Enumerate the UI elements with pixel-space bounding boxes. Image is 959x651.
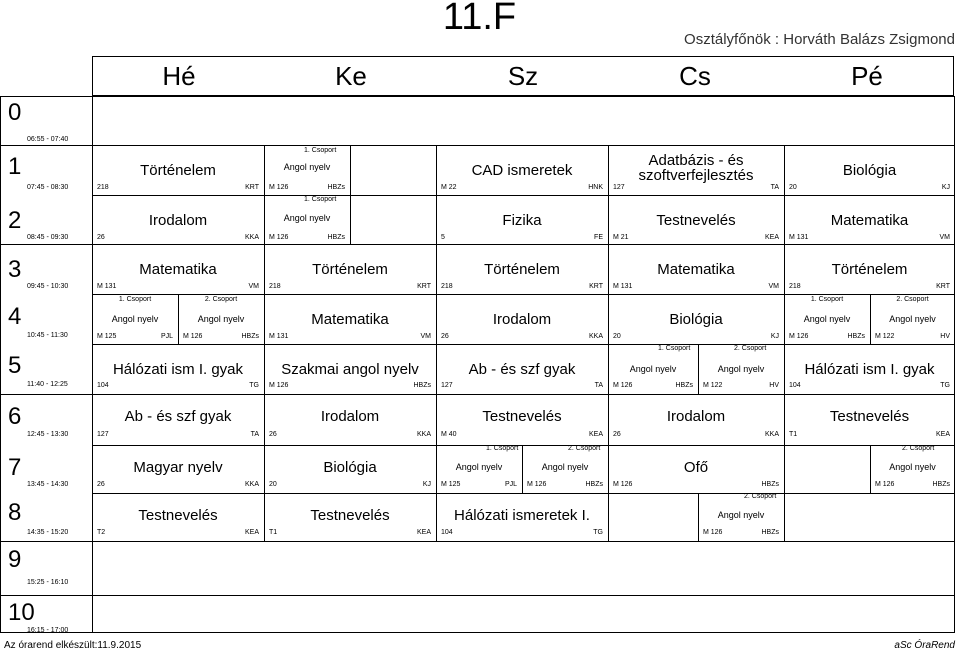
lesson-fri-1[interactable]: Biológia 20 KJ	[789, 162, 950, 191]
lesson-mon-6[interactable]: Ab - és szf gyak 127 TA	[97, 408, 259, 438]
lesson-mon-1[interactable]: Történelem 218 KRT	[97, 162, 259, 191]
lesson-wed-6[interactable]: Testnevelés M 40 KEA	[441, 408, 603, 438]
day-monday: Hé	[162, 61, 196, 91]
lesson-thu-2[interactable]: Testnevelés M 21 KEA	[613, 212, 779, 241]
col-divider	[698, 493, 699, 541]
lesson-wed-2[interactable]: Fizika 5 FE	[441, 212, 603, 241]
period-7: 7 13:45 - 14:30	[8, 454, 69, 488]
lesson-tue-5[interactable]: Szakmai angol nyelv M 126 HBZs	[269, 361, 431, 389]
lesson-fri-4a[interactable]: 1. Csoport Angol nyelv M 126 HBZs	[789, 296, 865, 340]
lesson-wed-7b[interactable]: 2. Csoport Angol nyelv M 126 HBZs	[527, 445, 603, 488]
period-10: 10 16:15 - 17:00	[8, 599, 69, 634]
lesson-thu-5b[interactable]: 2. Csoport Angol nyelv M 122 HV	[703, 345, 779, 389]
day-friday: Pé	[851, 61, 883, 91]
lesson-thu-1[interactable]: Adatbázis - és szoftverfejlesztés 127 TA	[613, 152, 779, 191]
lesson-thu-7[interactable]: Ofő M 126 HBZs	[613, 459, 779, 488]
lesson-mon-4a[interactable]: 1. Csoport Angol nyelv M 125 PJL	[97, 296, 173, 340]
day-header-row	[92, 56, 954, 96]
lesson-fri-6[interactable]: Testnevelés T1 KEA	[789, 408, 950, 438]
day-tuesday: Ke	[335, 61, 367, 91]
app-brand: aSc ÓraRend	[894, 640, 955, 651]
period-2: 2 08:45 - 09:30	[8, 207, 69, 241]
class-teacher: Osztályfőnök : Horváth Balázs Zsigmond	[684, 31, 955, 48]
lesson-fri-5[interactable]: Hálózati ism I. gyak 104 TG	[789, 361, 950, 389]
lesson-tue-1[interactable]: 1. Csoport Angol nyelv M 126 HBZs	[269, 147, 345, 191]
period-6: 6 12:45 - 13:30	[8, 403, 69, 438]
lesson-mon-2[interactable]: Irodalom 26 KKA	[97, 212, 259, 241]
lesson-fri-4b[interactable]: 2. Csoport Angol nyelv M 122 HV	[875, 296, 950, 340]
lesson-wed-3[interactable]: Történelem 218 KRT	[441, 261, 603, 290]
lesson-fri-7[interactable]: 2. Csoport Angol nyelv M 126 HBZs	[875, 445, 950, 488]
class-title: 11.F	[442, 0, 517, 38]
lesson-wed-1[interactable]: CAD ismeretek M 22 HNK	[441, 162, 603, 191]
lesson-mon-7[interactable]: Magyar nyelv 26 KKA	[97, 459, 259, 488]
period-1: 1 07:45 - 08:30	[8, 153, 69, 191]
period-5: 5 11:40 - 12:25	[8, 352, 68, 388]
lesson-thu-3[interactable]: Matematika M 131 VM	[613, 261, 779, 290]
lesson-tue-3[interactable]: Történelem 218 KRT	[269, 261, 431, 290]
lesson-tue-4[interactable]: Matematika M 131 VM	[269, 311, 431, 340]
period-4: 4 10:45 - 11:30	[8, 303, 68, 339]
lesson-mon-3[interactable]: Matematika M 131 VM	[97, 261, 259, 290]
lesson-thu-5a[interactable]: 1. Csoport Angol nyelv M 126 HBZs	[613, 345, 693, 389]
lesson-fri-2[interactable]: Matematika M 131 VM	[789, 212, 950, 241]
lesson-tue-6[interactable]: Irodalom 26 KKA	[269, 408, 431, 438]
period-0: 0 06:55 - 07:40	[8, 99, 69, 143]
period-8: 8 14:35 - 15:20	[8, 499, 69, 536]
lesson-wed-4[interactable]: Irodalom 26 KKA	[441, 311, 603, 340]
period-9: 9 15:25 - 16:10	[8, 546, 69, 586]
period-3: 3 09:45 - 10:30	[8, 256, 69, 290]
lesson-wed-8[interactable]: Hálózati ismeretek I. 104 TG	[441, 507, 603, 536]
lesson-thu-6[interactable]: Irodalom 26 KKA	[613, 408, 779, 438]
lesson-tue-8[interactable]: Testnevelés T1 KEA	[269, 507, 431, 536]
day-thursday: Cs	[679, 61, 711, 91]
lesson-tue-7[interactable]: Biológia 20 KJ	[269, 459, 431, 488]
generated-date: Az órarend elkészült:11.9.2015	[4, 640, 142, 651]
lesson-mon-8[interactable]: Testnevelés T2 KEA	[97, 507, 259, 536]
lesson-thu-4[interactable]: Biológia 20 KJ	[613, 311, 779, 340]
lesson-thu-8[interactable]: 2. Csoport Angol nyelv M 126 HBZs	[703, 493, 779, 536]
lesson-fri-3[interactable]: Történelem 218 KRT	[789, 261, 950, 290]
lesson-tue-2[interactable]: 1. Csoport Angol nyelv M 126 HBZs	[269, 196, 345, 241]
lesson-wed-5[interactable]: Ab - és szf gyak 127 TA	[441, 361, 603, 389]
row-divider	[0, 595, 955, 596]
lesson-wed-7a[interactable]: 1. Csoport Angol nyelv M 125 PJL	[441, 445, 519, 488]
day-wednesday: Sz	[507, 61, 539, 91]
lesson-mon-4b[interactable]: 2. Csoport Angol nyelv M 126 HBZs	[183, 296, 259, 340]
lesson-mon-5[interactable]: Hálózati ism I. gyak 104 TG	[97, 361, 259, 389]
row-divider	[0, 541, 955, 542]
